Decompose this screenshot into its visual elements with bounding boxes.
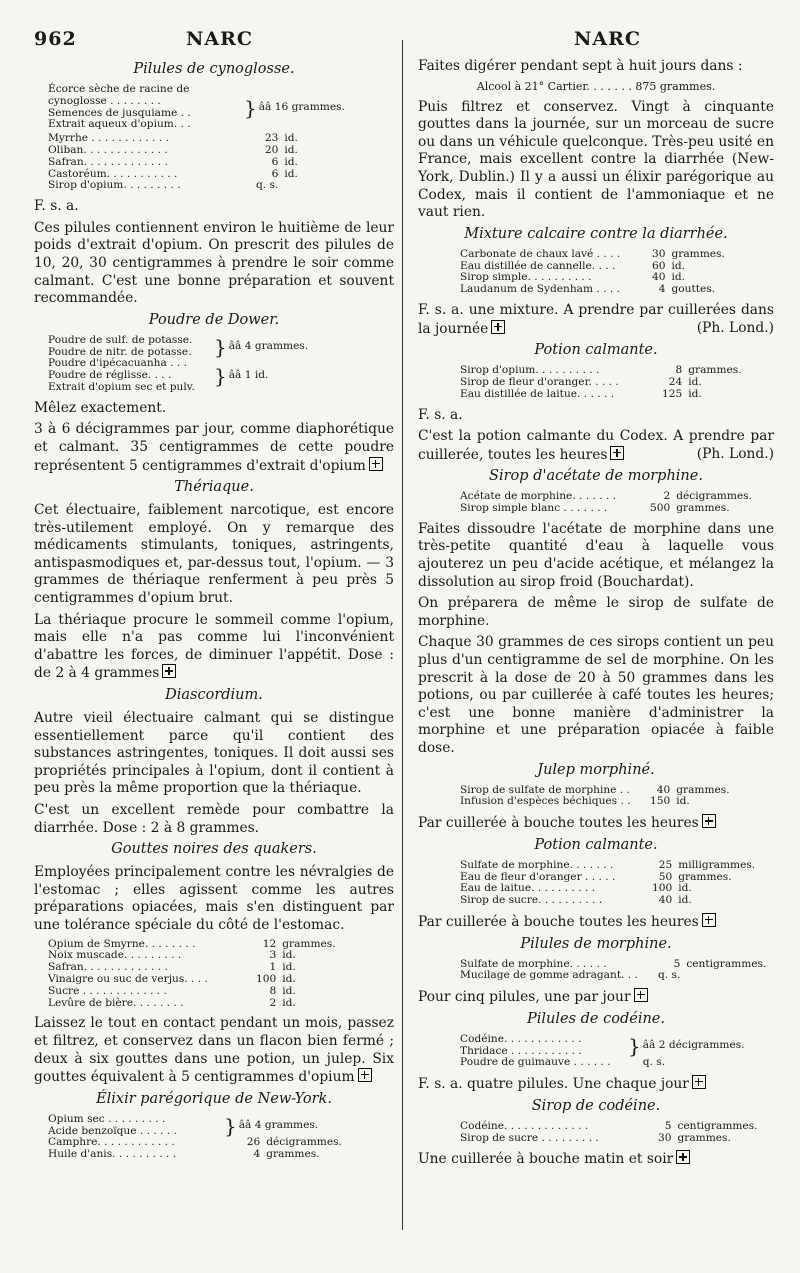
quantity: 26 — [246, 1136, 261, 1149]
ingredient: Opium de Smyrne. . . . . . . . — [48, 937, 196, 950]
section-title: Sirop de codéine. — [531, 1097, 661, 1114]
group-quantity: ââ 1 id. — [228, 369, 269, 382]
paragraph: Autre vieil électuaire calmant qui se distingue essentiellement parce qu'il contient des substances astringentes, toniques. Il doit aussi ses propriétés principales à l'opium, dont il contient à peu près la même proportion que la thériaque. — [34, 710, 394, 797]
ingredient: Eau de laitue. . . . . . . . . . — [460, 882, 596, 895]
unit: grammes. — [677, 1131, 731, 1144]
section-title: Julep morphiné. — [537, 761, 655, 778]
ingredient: Écorce sèche de racine de cynoglosse . . . . . . . . — [48, 83, 190, 107]
ingredient: Carbonate de chaux lavé . . . . — [460, 247, 621, 260]
paragraph-text: Par cuillerée à bouche toutes les heures — [418, 815, 699, 832]
paragraph: Mêlez exactement. — [34, 399, 167, 416]
quantity: 50 — [658, 870, 673, 883]
ingredient: Opium sec . . . . . . . . . — [48, 1112, 166, 1125]
paragraph: Chaque 30 grammes de ces sirops contient un peu plus d'un centigramme de sel de morphine. On les prescrit à la dose de 20 à 50 grammes dans les potions, ou par cuillerée à café toutes les heures; c'est une bonne manière d'administrer la morphine et une préparation opiacée à faible dose. — [418, 634, 774, 757]
plus-box-icon — [162, 664, 176, 678]
ingredient: Sulfate de morphine. . . . . . — [460, 957, 607, 970]
ingredient: Laudanum de Sydenham . . . . — [460, 283, 620, 296]
ingredient: Poudre de sulf. de potasse. — [48, 333, 193, 346]
recipe-line: Alcool à 21° Cartier. . . . . . . 875 grammes. — [476, 79, 716, 93]
ingredient: Mucilage de gomme adragant. . . — [460, 969, 638, 982]
paragraph: Cet électuaire, faiblement narcotique, est encore très-utilement employé. On y remarque des médicaments stimulants, toniques, astringents, antispasmodiques et, par-dessus tout, l'opium. — 3 grammes de thériaque renferment à peu près 5 centigrammes d'opium brut. — [34, 502, 394, 607]
quantity: 8 — [269, 984, 277, 997]
ingredient: Sirop simple blanc . . . . . . . — [460, 502, 608, 515]
quantity: 6 — [271, 155, 279, 168]
brace: } — [214, 364, 227, 389]
quantity: q. s. — [256, 179, 279, 192]
recipe-table — [48, 133, 298, 192]
section-title: Élixir parégorique de New-York. — [96, 1090, 332, 1107]
ingredient: Sirop de sucre. . . . . . . . . . — [460, 894, 603, 907]
unit: grammes. — [676, 502, 730, 515]
ingredient: Poudre de guimauve . . . . . . — [460, 1056, 611, 1069]
column-divider — [402, 40, 403, 1230]
ingredient: Noix muscade. . . . . . . . . — [48, 949, 182, 962]
plus-box-icon — [610, 446, 624, 460]
quantity: 12 — [262, 937, 277, 950]
section-title: Gouttes noires des quakers. — [111, 841, 317, 858]
recipe-table — [48, 1114, 342, 1161]
section-title: Sirop d'acétate de morphine. — [489, 468, 703, 485]
recipe-table — [460, 1034, 745, 1069]
unit: gouttes. — [671, 283, 716, 296]
unit: id. — [688, 375, 702, 388]
left-running-title: NARC — [186, 28, 254, 50]
unit: milligrammes. — [678, 858, 756, 871]
right-column — [418, 58, 774, 1173]
unit: centigrammes. — [677, 1119, 758, 1132]
paragraph — [418, 913, 774, 932]
quantity: 100 — [652, 882, 673, 895]
paragraph — [418, 428, 774, 464]
recipe-table — [460, 249, 725, 296]
unit — [284, 180, 298, 192]
unit: id. — [671, 259, 686, 272]
paragraph — [34, 1015, 394, 1086]
instruction: F. s. a. — [418, 406, 463, 423]
quantity: 5 — [664, 1119, 672, 1132]
quantity: 500 — [650, 502, 671, 515]
unit: id. — [284, 132, 298, 145]
section-title: Pilules de cynoglosse. — [133, 61, 295, 77]
unit: id. — [676, 795, 690, 808]
source-citation: (Ph. Lond.) — [696, 319, 774, 336]
ingredient: Sirop de fleur d'oranger. . . . . — [460, 375, 619, 388]
ingredient: Eau de fleur d'oranger . . . . . — [460, 870, 616, 883]
quantity: 3 — [269, 949, 277, 962]
ingredient: Safran. . . . . . . . . . . . . — [48, 961, 168, 974]
recipe-table — [48, 939, 336, 1010]
recipe-table — [460, 785, 730, 809]
unit: id. — [688, 387, 702, 400]
quantity: 23 — [264, 132, 279, 145]
quantity: 40 — [652, 271, 666, 284]
quantity: 30 — [658, 1131, 672, 1144]
source-citation: (Ph. Lond.) — [696, 445, 774, 462]
unit: grammes. — [282, 937, 336, 950]
quantity: 5 — [673, 957, 681, 970]
recipe-table — [48, 335, 308, 394]
ingredient: Acétate de morphine. . . . . . . — [460, 490, 617, 503]
recipe-table — [460, 1121, 757, 1145]
unit: id. — [284, 167, 298, 180]
brace: } — [224, 1113, 237, 1138]
ingredient: Vinaigre ou suc de verjus. . . . — [48, 972, 208, 985]
instruction: F. s. a. — [34, 198, 79, 215]
paragraph-text: Une cuillerée à bouche matin et soir — [418, 1151, 674, 1168]
ingredient: Semences de jusquiame . . — [48, 106, 191, 119]
unit: grammes. — [678, 870, 732, 883]
ingredient: Oliban. . . . . . . . . . . . . — [48, 143, 168, 156]
brace: } — [214, 334, 227, 359]
plus-box-icon — [702, 814, 716, 828]
section-title: Mixture calcaire contre la diarrhée. — [464, 225, 728, 242]
paragraph: Faites dissoudre l'acétate de morphine dans une très-petite quantité d'eau à laquelle vous ajouterez un peu d'acide acétique, et mélangez la dissolution au sirop froid (Bouchardat). — [418, 520, 774, 590]
quantity: 4 — [253, 1148, 261, 1161]
paragraph-text: F. s. a. quatre pilules. Une chaque jour — [418, 1076, 689, 1093]
unit: grammes. — [688, 364, 742, 377]
paragraph-text: Par cuillerée à bouche toutes les heures — [418, 913, 699, 930]
paragraph: C'est un excellent remède pour combattre la diarrhée. Dose : 2 à 8 grammes. — [34, 802, 394, 836]
paragraph — [418, 302, 774, 338]
unit: centigrammes. — [686, 957, 767, 970]
recipe-table — [460, 365, 742, 400]
ingredient: Infusion d'espèces béchiques . . — [460, 795, 631, 808]
section-title: Diascordium. — [165, 687, 263, 704]
paragraph-text: Laissez le tout en contact pendant un mois, passez et filtrez, et conservez dans un flacon bien fermé ; deux à six gouttes dans une potion, un julep. Six gouttes équivalent à 5 centigrammes d'opium — [34, 1015, 394, 1086]
left-column — [34, 58, 394, 1167]
plus-box-icon — [491, 320, 505, 334]
paragraph: Ces pilules contiennent environ le huitième de leur poids d'extrait d'opium. On prescrit des pilules de 10, 20, 30 centigrammes à prendre le soir comme calmant. C'est une bonne préparation et souvent recommandée. — [34, 219, 394, 307]
ingredient: Myrrhe . . . . . . . . . . . . — [48, 132, 169, 145]
page-number: 962 — [34, 28, 77, 50]
ingredient: Levûre de bière. . . . . . . . — [48, 996, 184, 1009]
unit: id. — [282, 984, 296, 997]
paragraph — [34, 612, 394, 683]
recipe-table — [48, 84, 345, 131]
ingredient: Extrait d'opium sec et pulv. — [48, 380, 195, 393]
ingredient: Sirop d'opium. . . . . . . . . . — [460, 364, 600, 377]
paragraph — [34, 421, 394, 475]
ingredient: Sirop de sucre . . . . . . . . . — [460, 1131, 599, 1144]
quantity: 40 — [656, 783, 671, 796]
quantity: 25 — [658, 858, 673, 871]
brace: } — [628, 1033, 641, 1058]
paragraph: Puis filtrez et conservez. Vingt à cinquante gouttes dans la journée, sur un morceau de sucre ou dans un véhicule quelconque. Très-peu usité en France, mais excellent contre la diarrhée (New-York, Dublin.) Il y a aussi un élixir parégorique au Codex, mais il contient de l'ammoniaque et ne vaut rien. — [418, 98, 774, 221]
paragraph-text: 3 à 6 décigrammes par jour, comme diaphorétique et calmant. 35 centigrammes de cette poudre représentent 5 centigrammes d'extrait d'opium — [34, 421, 394, 474]
section-title: Pilules de morphine. — [520, 935, 672, 952]
plus-box-icon — [369, 457, 383, 471]
section-title: Pilules de codéine. — [527, 1010, 665, 1027]
plus-box-icon — [676, 1150, 690, 1164]
unit: id. — [282, 996, 296, 1009]
ingredient: Eau distillée de cannelle. . . . — [460, 259, 616, 272]
quantity: 150 — [650, 795, 671, 808]
paragraph — [418, 1075, 774, 1094]
ingredient: Eau distillée de laitue. . . . . . — [460, 387, 615, 400]
plus-box-icon — [692, 1075, 706, 1089]
unit: id. — [284, 143, 298, 156]
ingredient: Poudre d'ipécacuanha . . . — [48, 357, 188, 370]
quantity: 8 — [675, 364, 683, 377]
quantity: 40 — [658, 894, 673, 907]
section-title: Poudre de Dower. — [148, 311, 280, 328]
ingredient: Sucre . . . . . . . . . . . . . — [48, 984, 167, 997]
ingredient: Sirop d'opium. . . . . . . . . — [48, 179, 181, 192]
unit — [686, 970, 766, 982]
unit: id. — [282, 961, 296, 974]
group-quantity: ââ 4 grammes. — [228, 339, 309, 352]
paragraph: On préparera de même le sirop de sulfate de morphine. — [418, 595, 774, 629]
unit: id. — [282, 972, 296, 985]
right-running-title: NARC — [574, 28, 642, 50]
ingredient: Sulfate de morphine. . . . . . . — [460, 858, 614, 871]
ingredient: Safran. . . . . . . . . . . . . — [48, 155, 168, 168]
unit: id. — [678, 894, 692, 907]
paragraph-text: C'est la potion calmante du Codex. A prendre par cuillerée, toutes les heures — [418, 428, 774, 463]
ingredient: Extrait aqueux d'opium. . . — [48, 118, 191, 131]
ingredient: Poudre de réglisse. . . . — [48, 369, 172, 382]
quantity: 2 — [269, 996, 277, 1009]
unit: id. — [282, 949, 296, 962]
unit: id. — [284, 155, 298, 168]
unit: grammes. — [676, 783, 730, 796]
quantity: 1 — [269, 961, 277, 974]
quantity: 4 — [658, 283, 666, 296]
quantity: 30 — [652, 247, 666, 260]
ingredient: Castoréum. . . . . . . . . . . — [48, 167, 178, 180]
section-title: Thériaque. — [174, 479, 254, 496]
paragraph-text: La thériaque procure le sommeil comme l'opium, mais elle n'a pas comme lui l'inconvénient d'abattre les forces, de diminuer l'appétit. Dose : de 2 à 4 grammes — [34, 611, 394, 682]
ingredient: Codéine. . . . . . . . . . . . . — [460, 1119, 589, 1132]
unit: id. — [671, 271, 686, 284]
section-title: Potion calmante. — [534, 836, 658, 853]
ingredient: Thridace . . . . . . . . . . . — [460, 1044, 582, 1057]
paragraph — [418, 814, 774, 833]
unit: décigrammes. — [676, 490, 752, 503]
recipe-table — [460, 491, 752, 515]
paragraph — [418, 1150, 774, 1169]
quantity: q. s. — [642, 1056, 666, 1069]
ingredient: Acide benzoïque . . . . . . — [48, 1124, 177, 1137]
paragraph-text: F. s. a. une mixture. A prendre par cuillerées dans la journée — [418, 301, 774, 337]
unit: grammes. — [671, 247, 725, 260]
group-quantity: ââ 4 grammes. — [238, 1118, 319, 1131]
ingredient: Camphre. . . . . . . . . . . . — [48, 1136, 175, 1149]
unit: grammes. — [266, 1148, 320, 1161]
quantity: 60 — [652, 259, 666, 272]
ingredient: Sirop de sulfate de morphine . . — [460, 783, 630, 796]
quantity: 125 — [662, 387, 683, 400]
quantity: q. s. — [658, 969, 681, 982]
group-quantity: ââ 2 décigrammes. — [642, 1038, 745, 1051]
paragraph-text: Pour cinq pilules, une par jour — [418, 989, 631, 1006]
paragraph — [418, 988, 774, 1007]
ingredient: Sirop simple. . . . . . . . . . — [460, 271, 592, 284]
group-quantity: ââ 16 grammes. — [258, 100, 345, 113]
unit: décigrammes. — [266, 1136, 342, 1149]
paragraph: Faites digérer pendant sept à huit jours dans : — [418, 58, 743, 74]
section-title: Potion calmante. — [534, 342, 658, 359]
plus-box-icon — [634, 988, 648, 1002]
quantity: 100 — [256, 972, 277, 985]
recipe-table — [460, 860, 755, 907]
quantity: 2 — [663, 490, 671, 503]
unit: id. — [678, 882, 692, 895]
plus-box-icon — [702, 913, 716, 927]
ingredient: Poudre de nitr. de potasse. — [48, 345, 192, 358]
ingredient: Codéine. . . . . . . . . . . . — [460, 1032, 582, 1045]
quantity: 20 — [264, 143, 279, 156]
brace: } — [244, 95, 257, 120]
ingredient: Huile d'anis. . . . . . . . . . — [48, 1148, 177, 1161]
quantity: 6 — [271, 167, 279, 180]
plus-box-icon — [358, 1068, 372, 1082]
quantity: 24 — [668, 375, 683, 388]
recipe-table — [460, 959, 766, 983]
paragraph: Employées principalement contre les névralgies de l'estomac ; elles agissent comme les autres préparations opiacées, mais s'en distinguent par une tolérance spéciale du côté de l'estomac. — [34, 864, 394, 933]
